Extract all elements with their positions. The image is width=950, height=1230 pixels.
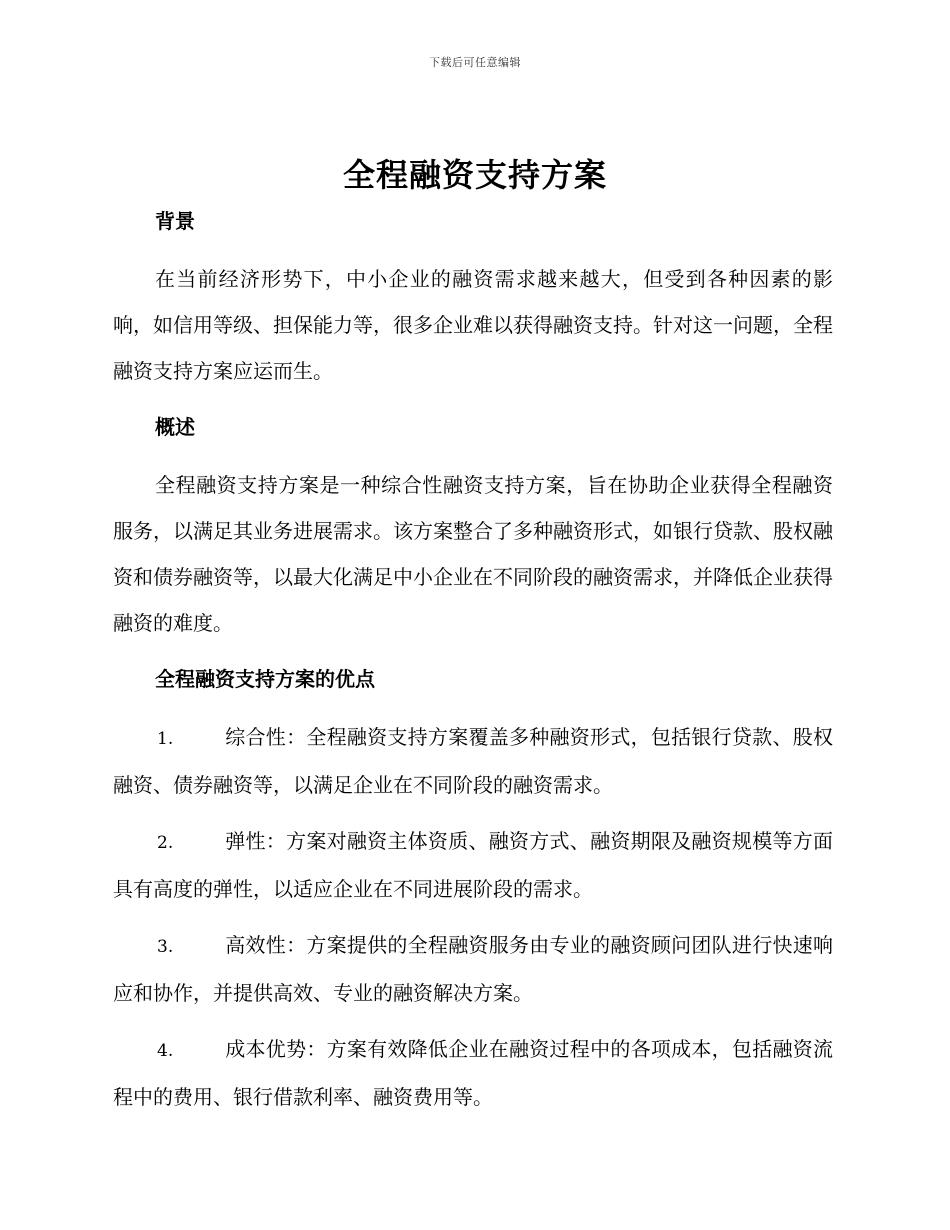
list-item-number: 2.	[157, 833, 174, 853]
list-item-text: 综合性：全程融资支持方案覆盖多种融资形式，包括银行贷款、股权融资、债券融资等，以满足企业在不同阶段的融资需求。	[113, 725, 833, 797]
list-item-number: 4.	[157, 1041, 174, 1061]
list-item-text: 成本优势：方案有效降低企业在融资过程中的各项成本，包括融资流程中的费用、银行借款利率、融资费用等。	[113, 1037, 833, 1109]
list-item	[113, 1026, 833, 1120]
list-item	[113, 922, 833, 1016]
header-note: 下载后可任意编辑	[429, 56, 521, 69]
section-heading-overview: 概述	[155, 415, 195, 439]
document-body	[113, 198, 833, 1120]
section-heading-background: 背景	[155, 209, 195, 233]
document-title: 全程融资支持方案	[342, 156, 607, 194]
list-item	[113, 818, 833, 912]
list-item-text: 弹性：方案对融资主体资质、融资方式、融资期限及融资规模等方面具有高度的弹性，以适应企业在不同进展阶段的需求。	[113, 829, 833, 901]
section-heading-advantages: 全程融资支持方案的优点	[155, 667, 375, 691]
overview-paragraph: 全程融资支持方案是一种综合性融资支持方案，旨在协助企业获得全程融资服务，以满足其业务进展需求。该方案整合了多种融资形式，如银行贷款、股权融资和债券融资等，以最大化满足中小企业在不同阶段的融资需求，并降低企业获得融资的难度。	[113, 473, 833, 635]
background-paragraph: 在当前经济形势下，中小企业的融资需求越来越大，但受到各种因素的影响，如信用等级、担保能力等，很多企业难以获得融资支持。针对这一问题，全程融资支持方案应运而生。	[113, 267, 833, 383]
list-item	[113, 714, 833, 808]
list-item-text: 高效性：方案提供的全程融资服务由专业的融资顾问团队进行快速响应和协作，并提供高效、专业的融资解决方案。	[113, 933, 833, 1005]
list-item-number: 3.	[157, 937, 174, 957]
list-item-number: 1.	[157, 729, 174, 749]
